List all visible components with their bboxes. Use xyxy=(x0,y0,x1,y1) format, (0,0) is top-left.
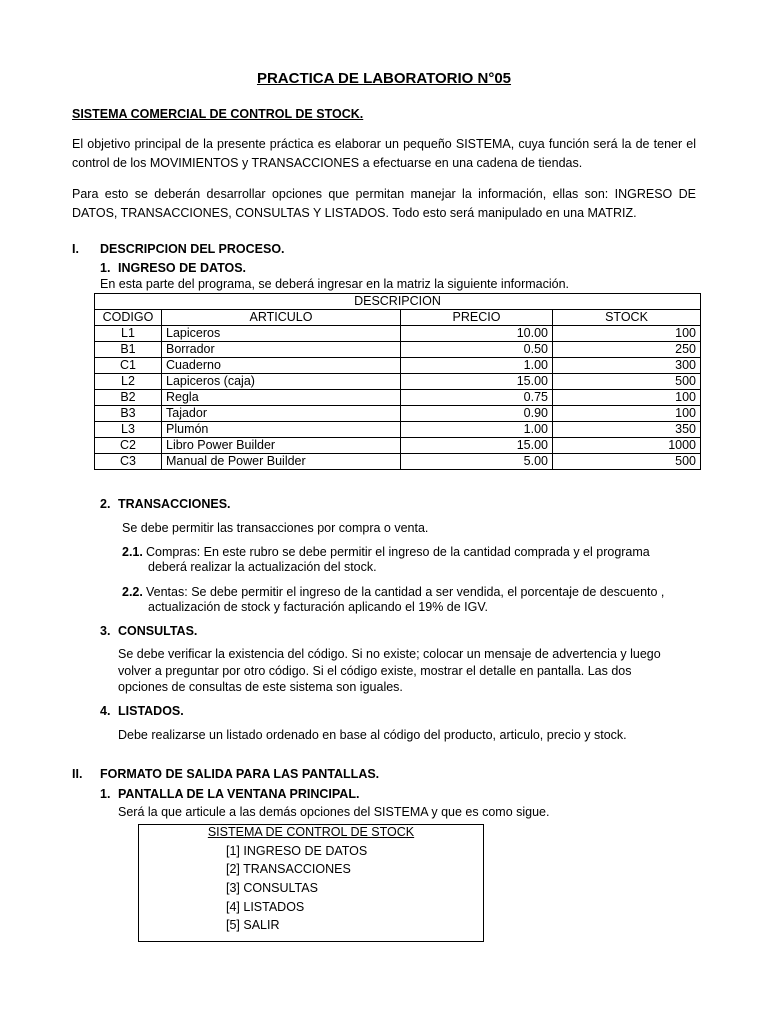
transacciones-heading xyxy=(100,497,231,511)
listados-heading xyxy=(100,704,184,718)
menu-item-consultas: [3] CONSULTAS xyxy=(226,881,318,895)
cell-precio: 5.00 xyxy=(401,454,553,470)
ingreso-label: INGRESO DE DATOS. xyxy=(118,261,247,275)
ventas-text: Se debe permitir el ingreso de la cantidad a ser vendida, el porcentaje de descuento , xyxy=(191,585,665,599)
intro-paragraph-2: Para esto se deberán desarrollar opciones que permitan manejar la información, ellas son: INGRESO DE DATOS, TRANSACCIONES, CONSULTAS Y LISTADOS. Todo esto será manipulado en una MATRIZ. xyxy=(72,187,696,220)
cell-precio: 0.50 xyxy=(401,342,553,358)
table-row xyxy=(95,358,701,374)
stock-table xyxy=(94,293,701,470)
cell-articulo: Regla xyxy=(162,390,401,406)
cell-codigo: B3 xyxy=(95,406,162,422)
consultas-text-1: Se debe verificar la existencia del código. Si no existe; colocar un mensaje de advertencia y luego xyxy=(118,647,661,661)
pantalla-label: PANTALLA DE LA VENTANA PRINCIPAL. xyxy=(118,787,360,801)
cell-precio: 10.00 xyxy=(401,326,553,342)
cell-stock: 100 xyxy=(553,406,701,422)
cell-precio: 1.00 xyxy=(401,358,553,374)
cell-codigo: C1 xyxy=(95,358,162,374)
table-row xyxy=(95,390,701,406)
section-1-label: DESCRIPCION DEL PROCESO. xyxy=(100,242,285,256)
cell-stock: 100 xyxy=(553,390,701,406)
table-row xyxy=(95,326,701,342)
cell-articulo: Lapiceros xyxy=(162,326,401,342)
transacciones-text: Se debe permitir las transacciones por compra o venta. xyxy=(122,521,429,535)
listados-label: LISTADOS. xyxy=(118,704,184,718)
table-row xyxy=(95,454,701,470)
header-stock: STOCK xyxy=(553,310,701,326)
table-row xyxy=(95,422,701,438)
intro-paragraph-1: El objetivo principal de la presente práctica es elaborar un pequeño SISTEMA, cuya función será la de tener el control de los MOVIMIENTOS y TRANSACCIONES a efectuarse en una cadena de tiendas. xyxy=(72,137,696,170)
compras-label: Compras: xyxy=(146,545,201,559)
page-title: PRACTICA DE LABORATORIO N°05 xyxy=(256,70,512,87)
listados-number: 4. xyxy=(100,704,111,718)
consultas-text-3: opciones de consultas de este sistema son iguales. xyxy=(118,680,403,694)
ventas-label: Ventas: xyxy=(146,585,188,599)
cell-stock: 500 xyxy=(553,454,701,470)
cell-articulo: Manual de Power Builder xyxy=(162,454,401,470)
section-1-number: I. xyxy=(72,242,79,256)
menu-item-ingreso: [1] INGRESO DE DATOS xyxy=(226,844,368,858)
cell-articulo: Tajador xyxy=(162,406,401,422)
cell-stock: 350 xyxy=(553,422,701,438)
table-row xyxy=(95,406,701,422)
ventas-text-2: actualización de stock y facturación aplicando el 19% de IGV. xyxy=(148,600,489,614)
cell-precio: 15.00 xyxy=(401,374,553,390)
section-1-heading xyxy=(72,242,285,256)
transacciones-label: TRANSACCIONES. xyxy=(118,497,231,511)
cell-stock: 100 xyxy=(553,326,701,342)
cell-precio: 15.00 xyxy=(401,438,553,454)
cell-codigo: L3 xyxy=(95,422,162,438)
consultas-label: CONSULTAS. xyxy=(118,624,198,638)
transacciones-number: 2. xyxy=(100,497,111,511)
cell-precio: 0.90 xyxy=(401,406,553,422)
menu-title: SISTEMA DE CONTROL DE STOCK xyxy=(207,825,415,839)
table-row xyxy=(95,342,701,358)
compras-number: 2.1. xyxy=(122,545,143,559)
menu-item-transacciones: [2] TRANSACCIONES xyxy=(226,862,351,876)
consultas-heading xyxy=(100,624,197,638)
cell-codigo: L1 xyxy=(95,326,162,342)
cell-articulo: Borrador xyxy=(162,342,401,358)
cell-precio: 1.00 xyxy=(401,422,553,438)
cell-stock: 250 xyxy=(553,342,701,358)
ingreso-number: 1. xyxy=(100,261,111,275)
header-articulo: ARTICULO xyxy=(162,310,401,326)
cell-articulo: Plumón xyxy=(162,422,401,438)
menu-item-salir: [5] SALIR xyxy=(226,918,280,932)
cell-precio: 0.75 xyxy=(401,390,553,406)
consultas-text-2: volver a preguntar por otro código. Si el código existe, mostrar el detalle en pantalla. Las dos xyxy=(118,664,632,678)
cell-stock: 300 xyxy=(553,358,701,374)
cell-stock: 1000 xyxy=(553,438,701,454)
section-2-heading xyxy=(72,767,379,781)
cell-codigo: C3 xyxy=(95,454,162,470)
pantalla-text: Será la que articule a las demás opciones del SISTEMA y que es como sigue. xyxy=(118,805,550,819)
cell-codigo: B2 xyxy=(95,390,162,406)
menu-item-listados: [4] LISTADOS xyxy=(226,900,305,914)
ingreso-text: En esta parte del programa, se deberá ingresar en la matriz la siguiente información. xyxy=(100,277,570,291)
ventas-item xyxy=(122,584,697,600)
document-subtitle: SISTEMA COMERCIAL DE CONTROL DE STOCK. xyxy=(72,107,364,121)
compras-item xyxy=(122,544,697,560)
main-menu-box xyxy=(138,824,484,942)
section-2-label: FORMATO DE SALIDA PARA LAS PANTALLAS. xyxy=(100,767,380,781)
table-caption: DESCRIPCION xyxy=(95,294,701,310)
cell-articulo: Cuaderno xyxy=(162,358,401,374)
cell-articulo: Lapiceros (caja) xyxy=(162,374,401,390)
cell-articulo: Libro Power Builder xyxy=(162,438,401,454)
pantalla-heading xyxy=(100,787,359,801)
section-2-number: II. xyxy=(72,767,83,781)
cell-codigo: C2 xyxy=(95,438,162,454)
compras-text-2: deberá realizar la actualización del stock. xyxy=(148,560,377,574)
header-precio: PRECIO xyxy=(401,310,553,326)
compras-text: En este rubro se debe permitir el ingreso de la cantidad comprada y el programa xyxy=(203,545,650,559)
table-row xyxy=(95,438,701,454)
header-codigo: CODIGO xyxy=(95,310,162,326)
cell-codigo: B1 xyxy=(95,342,162,358)
cell-codigo: L2 xyxy=(95,374,162,390)
ingreso-heading xyxy=(100,261,246,275)
pantalla-number: 1. xyxy=(100,787,111,801)
table-row xyxy=(95,374,701,390)
cell-stock: 500 xyxy=(553,374,701,390)
consultas-number: 3. xyxy=(100,624,111,638)
listados-text: Debe realizarse un listado ordenado en base al código del producto, articulo, precio y stock. xyxy=(118,728,627,742)
ventas-number: 2.2. xyxy=(122,585,143,599)
